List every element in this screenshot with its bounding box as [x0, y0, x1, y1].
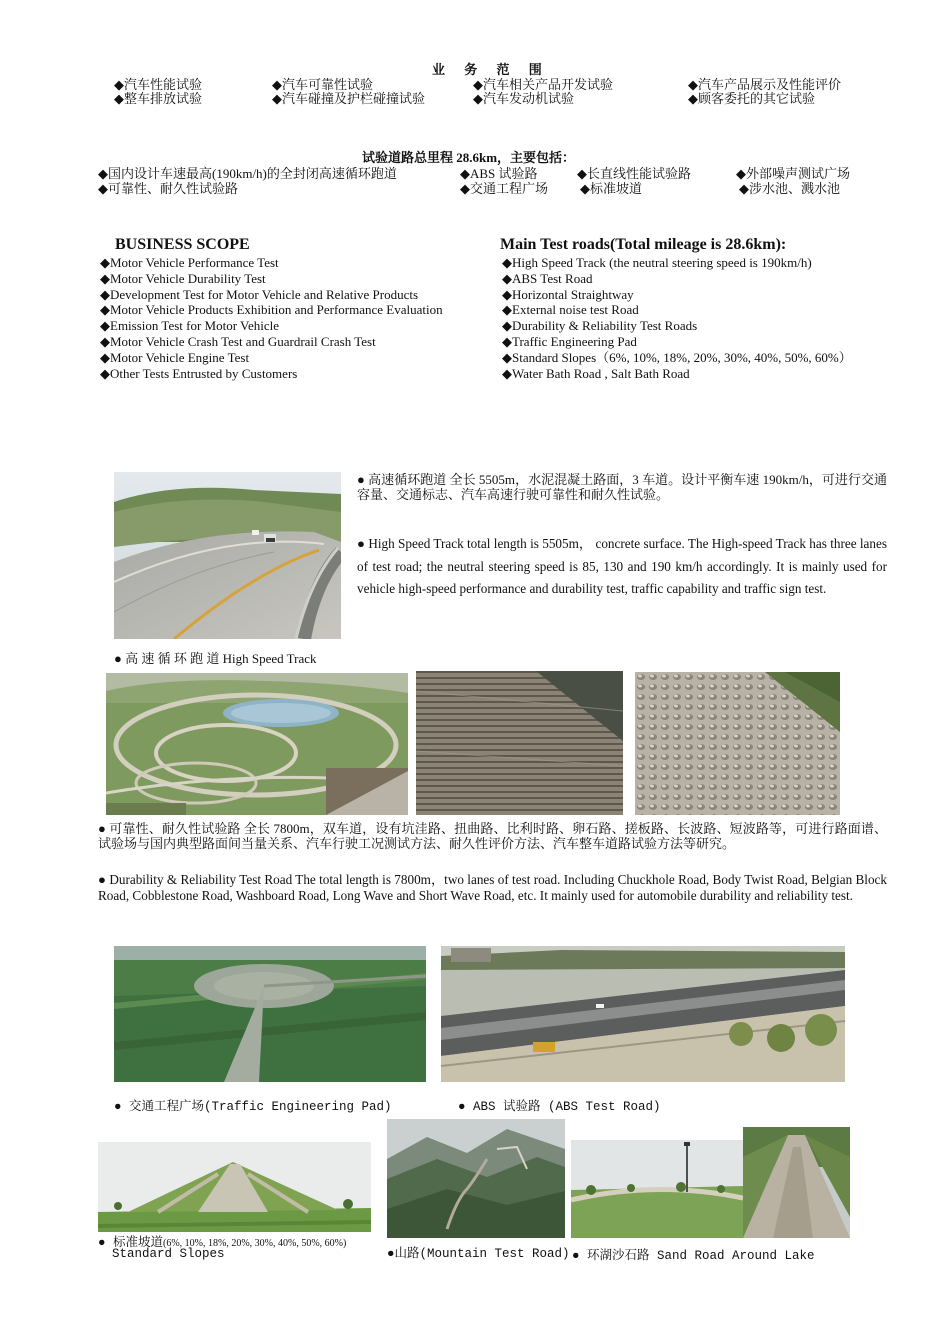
high-speed-en-text: ● High Speed Track total length is 5505m， concrete surface. The High-speed Track has three lanes of test road; the neutral steering speed is 85, 130 and 190 km/h accordingly. It is mainly used for vehicle high-speed performance and durability test, traffic capability and traffic sign test.: [357, 536, 887, 596]
durability-aerial-photo: [106, 673, 408, 815]
traffic-engineering-pad-photo: [114, 946, 426, 1082]
en-road-item: ◆Water Bath Road , Salt Bath Road: [502, 365, 690, 381]
cn-roads-title: 试验道路总里程 28.6km，主要包括：: [362, 150, 576, 165]
cn-scope-item: ◆整车排放试验: [114, 91, 202, 106]
high-speed-track-photo: [114, 472, 341, 639]
abs-test-road-photo: [441, 946, 845, 1082]
en-scope-title: BUSINESS SCOPE: [115, 236, 250, 253]
en-scope-list: [100, 255, 443, 381]
cn-scope-item: ◆汽车产品展示及性能评价: [688, 77, 841, 92]
cn-road-item: ◆交通工程广场: [460, 181, 548, 196]
gravel-road-photo: [743, 1127, 850, 1238]
cn-road-item: ◆外部噪声测试广场: [736, 166, 850, 181]
slopes-caption-title: ● 标准坡道: [98, 1236, 164, 1250]
abs-road-caption: ● ABS 试验路 (ABS Test Road): [458, 1100, 661, 1114]
en-scope-item: ◆Motor Vehicle Engine Test: [100, 349, 250, 365]
cn-road-item: ◆长直线性能试验路: [577, 166, 691, 181]
cn-road-item: ◆ABS 试验路: [460, 166, 538, 181]
washboard-road-photo: [416, 671, 623, 815]
en-scope-item: ◆Motor Vehicle Crash Test and Guardrail Crash Test: [100, 333, 376, 349]
en-road-item: ◆High Speed Track (the neutral steering speed is 190km/h): [502, 255, 812, 270]
en-scope-item: ◆Emission Test for Motor Vehicle: [100, 318, 280, 334]
en-scope-item: ◆Development Test for Motor Vehicle and Relative Products: [100, 286, 419, 302]
cn-scope-item: ◆汽车可靠性试验: [272, 77, 373, 92]
cn-road-item: ◆涉水池、溅水池: [739, 181, 840, 196]
sand-road-lake-photo: [571, 1140, 743, 1238]
cn-scope-item: ◆汽车相关产品开发试验: [473, 77, 613, 92]
traffic-pad-caption: ● 交通工程广场(Traffic Engineering Pad): [114, 1100, 392, 1114]
cn-road-item: ◆标准坡道: [580, 181, 642, 196]
en-road-item: ◆Traffic Engineering Pad: [502, 333, 637, 349]
standard-slopes-photo: [98, 1142, 371, 1232]
durability-cn-text: ● 可靠性、耐久性试验路 全长 7800m，双车道，设有坑洼路、扭曲路、比利时路、卵石路、搓板路、长波路、短波路等，可进行路面谱、试验场与国内典型路面间当量关系、汽车行驶工况测试方法、耐久性评价方法、汽车整车道路试验方法等研究。: [98, 821, 887, 851]
slopes-caption-en: Standard Slopes: [112, 1247, 225, 1261]
en-road-item: ◆Durability & Reliability Test Roads: [502, 318, 698, 334]
cobblestone-road-photo: [635, 672, 840, 815]
high-speed-cn-text: ● 高速循环跑道 全长 5505m，水泥混凝土路面，3 车道。设计平衡车速 190km/h，可进行交通容量、交通标志、汽车高速行驶可靠性和耐久性试验。: [357, 472, 887, 502]
en-road-item: ◆External noise test Road: [502, 302, 639, 318]
en-scope-item: ◆Motor Vehicle Durability Test: [100, 270, 266, 286]
cn-scope-item: ◆顾客委托的其它试验: [688, 91, 815, 106]
cn-road-item: ◆国内设计车速最高(190km/h)的全封闭高速循环跑道: [98, 166, 397, 181]
en-roads-list: [502, 255, 852, 381]
en-scope-item: ◆Motor Vehicle Products Exhibition and Performance Evaluation: [100, 302, 443, 318]
cn-scope-item: ◆汽车发动机试验: [473, 91, 574, 106]
cn-scope-item: ◆汽车性能试验: [114, 77, 202, 92]
en-roads-title: Main Test roads(Total mileage is 28.6km):: [500, 236, 787, 253]
en-scope-item: ◆Other Tests Entrusted by Customers: [100, 365, 298, 381]
high-speed-caption: ● 高 速 循 环 跑 道 High Speed Track: [114, 651, 317, 666]
sand-road-caption: ● 环湖沙石路 Sand Road Around Lake: [572, 1249, 815, 1263]
mountain-caption: ●山路(Mountain Test Road): [387, 1247, 570, 1261]
en-road-item: ◆Horizontal Straightway: [502, 286, 634, 302]
cn-scope-title: 业 务 范 围: [432, 62, 543, 77]
slopes-caption-percentages: (6%, 10%, 18%, 20%, 30%, 40%, 50%, 60%): [163, 1238, 347, 1249]
cn-scope-item: ◆汽车碰撞及护栏碰撞试验: [272, 91, 425, 106]
mountain-road-photo: [387, 1119, 565, 1238]
en-road-item: ◆ABS Test Road: [502, 270, 593, 286]
durability-en-text: ● Durability & Reliability Test Road The total length is 7800m，two lanes of test road. Including Chuckhole Road, Body Twist Road, Belgian Block Road, Cobblestone Road, Washboard Road, Long Wave and Short Wave Road, etc. It mainly used for automobile durability and reliability test.: [98, 872, 887, 903]
cn-road-item: ◆可靠性、耐久性试验路: [98, 181, 238, 196]
en-road-item: ◆Standard Slopes（6%, 10%, 18%, 20%, 30%, 40%, 50%, 60%）: [502, 349, 852, 365]
en-scope-item: ◆Motor Vehicle Performance Test: [100, 255, 279, 270]
